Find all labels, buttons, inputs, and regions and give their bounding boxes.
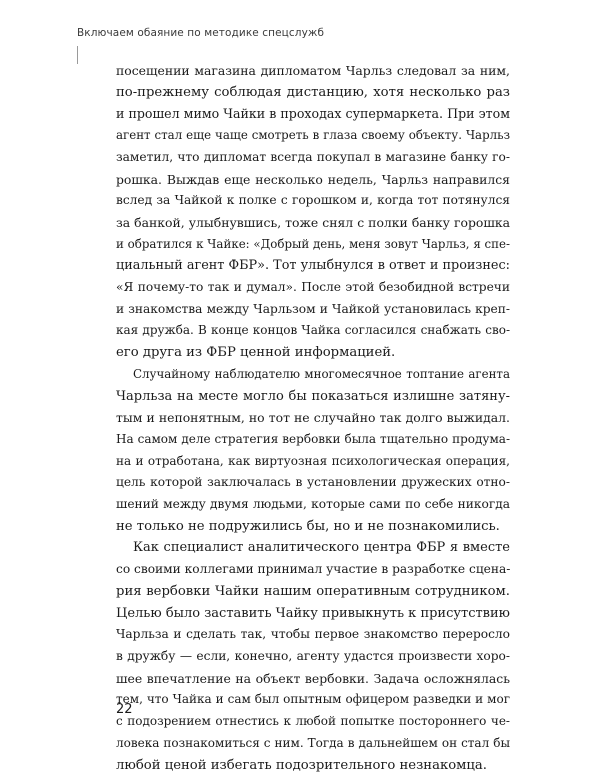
header-rule — [77, 46, 78, 64]
text-line: кая дружба. В конце концов Чайка согласился снабжать сво- — [116, 320, 510, 342]
text-line: агент стал еще чаще смотреть в глаза своему объекту. Чарльз — [116, 125, 510, 147]
text-line: шений между двумя людьми, которые сами по себе никогда — [116, 494, 510, 516]
text-line: Чарльза и сделать так, чтобы первое знакомство переросло — [116, 624, 510, 646]
text-line: вслед за Чайкой к полке с горошком и, когда тот потянулся — [116, 190, 510, 212]
text-line: с подозрением отнестись к любой попытке постороннего че- — [116, 711, 510, 733]
page-number: 22 — [116, 702, 133, 717]
text-line: «Я почему-то так и думал». После этой безобидной встречи — [116, 277, 510, 299]
text-line: рия вербовки Чайки нашим оперативным сотрудником. — [116, 581, 510, 603]
text-line: Чарльза на месте могло бы показаться излишне затяну- — [116, 386, 510, 408]
text-line: на и отработана, как виртуозная психологическая операция, — [116, 451, 510, 473]
text-line: тым и непонятным, но тот не случайно так долго выжидал. — [116, 407, 510, 429]
text-line: заметил, что дипломат всегда покупал в магазине банку го- — [116, 147, 510, 169]
text-line: со своими коллегами принимал участие в разработке сцена- — [116, 559, 510, 581]
text-line: Как специалист аналитического центра ФБР я вместе — [116, 537, 510, 559]
text-line: тем, что Чайка и сам был опытным офицером разведки и мог — [116, 689, 510, 711]
text-line: и обратился к Чайке: «Добрый день, меня зовут Чарльз, я спе- — [116, 234, 510, 256]
text-line: ловека познакомиться с ним. Тогда в дальнейшем он стал бы — [116, 733, 510, 755]
running-head: Включаем обаяние по методике спецслужб — [77, 27, 537, 39]
text-line: рошка. Выждав еще несколько недель, Чарльз направился — [116, 169, 510, 191]
text-line: любой ценой избегать подозрительного незнакомца. — [116, 755, 510, 776]
text-line: Случайному наблюдателю многомесячное топтание агента — [116, 364, 510, 386]
text-line: шее впечатление на объект вербовки. Задача осложнялась — [116, 668, 510, 690]
text-line: не только не подружились бы, но и не познакомились. — [116, 516, 510, 538]
text-line: Целью было заставить Чайку привыкнуть к присутствию — [116, 603, 510, 625]
text-line: и знакомства между Чарльзом и Чайкой установилась креп- — [116, 299, 510, 321]
text-line: и прошел мимо Чайки в проходах супермаркета. При этом — [116, 103, 510, 125]
text-line: за банкой, улыбнувшись, тоже снял с полки банку горошка — [116, 212, 510, 234]
text-line: по-прежнему соблюдая дистанцию, хотя несколько раз — [116, 82, 510, 104]
body-text — [116, 60, 510, 776]
text-line: цель которой заключалась в установлении дружеских отно- — [116, 472, 510, 494]
text-line: На самом деле стратегия вербовки была тщательно продума- — [116, 429, 510, 451]
text-line: циальный агент ФБР». Тот улыбнулся в ответ и произнес: — [116, 255, 510, 277]
text-line: его друга из ФБР ценной информацией. — [116, 342, 510, 364]
text-line: посещении магазина дипломатом Чарльз следовал за ним, — [116, 60, 510, 82]
text-line: в дружбу — если, конечно, агенту удастся произвести хоро- — [116, 646, 510, 668]
